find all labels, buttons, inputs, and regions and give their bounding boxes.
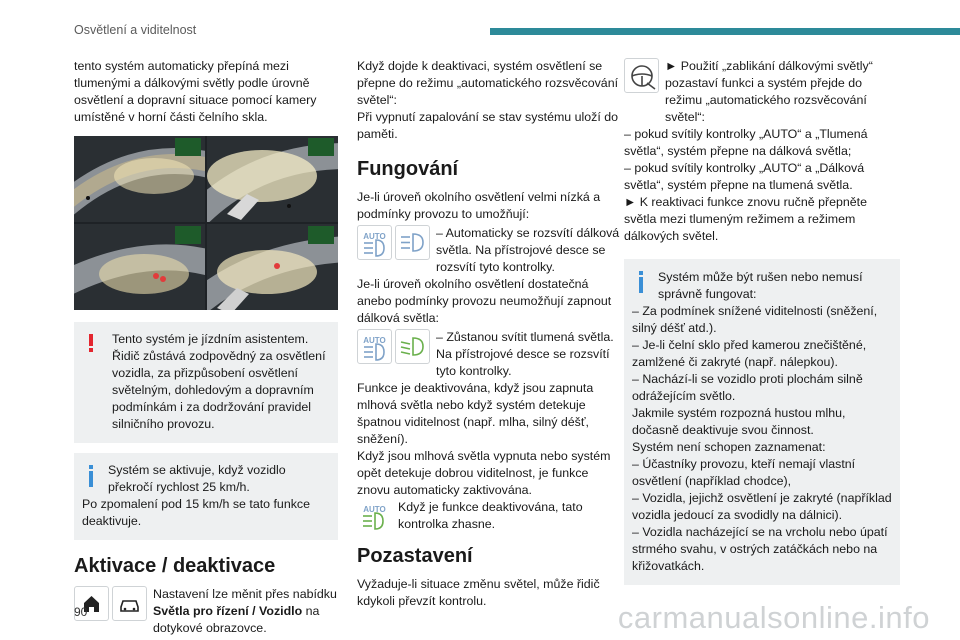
auto-off-icon-wrap xyxy=(357,499,392,534)
limitation-2: – Je-li čelní sklo před kamerou znečištěné, zamlžené či zakryté (např. nálepkou). xyxy=(632,338,867,369)
watermark: carmanualsonline.info xyxy=(617,600,930,635)
auto-off-row xyxy=(357,499,621,534)
heading-pause: Pozastavení xyxy=(357,545,473,567)
column-1 xyxy=(74,58,338,637)
fog-note: Jakmile systém rozpozná hustou mlhu, dočasně deaktivuje svou činnost. xyxy=(632,406,846,437)
flash-icon-wrap xyxy=(624,58,659,93)
low-light-condition-text: Je-li úroveň okolního osvětlení velmi nízká a podmínky provozu to umožňují: xyxy=(357,190,601,221)
limitation-3: – Nachází-li se vozidlo proti plochám silně odrážejícím světlo. xyxy=(632,372,863,403)
limitations-box xyxy=(624,259,900,585)
flash-case-2: – pokud svítily kontrolky „AUTO“ a „Dálková světla“, systém přepne na tlumená světla. xyxy=(624,161,865,192)
column-2 xyxy=(357,58,621,610)
low-beam-text: – Zůstanou svítit tlumená světla. Na přístrojové desce se rozsvítí tyto kontrolky. xyxy=(436,330,614,378)
undetectable-head: Systém není schopen zaznamenat: xyxy=(632,440,826,454)
high-beam-text: – Automaticky se rozsvítí dálková světla. Na přístrojové desce se rozsvítí tyto kontrolky. xyxy=(436,226,620,274)
info-text-deactivation: Po zpomalení pod 15 km/h se tato funkce deaktivuje. xyxy=(82,497,310,528)
illustration-panel-2 xyxy=(207,136,338,222)
warning-text: Tento systém je jízdním asistentem. Řidič zůstává zodpovědný za osvětlení vozidla, za přizpůsobení osvětlení světelným, dohledovým a dopravním podmínkám i za dodržování pravidel silničního provozu. xyxy=(112,332,326,431)
flash-row xyxy=(624,58,900,126)
auto-beam-indicator-icon xyxy=(357,499,392,534)
sufficient-light-text: Je-li úroveň okolního osvětlení dostatečná anebo podmínky provozu neumožňují zapnout dálková světla: xyxy=(357,277,612,325)
column-3 xyxy=(624,58,900,585)
header-accent-bar xyxy=(490,28,960,35)
auto-label: AUTO xyxy=(363,232,386,241)
auto-low-beam-icon xyxy=(357,329,392,364)
ignition-memory-text: Při vypnutí zapalování se stav systému uloží do paměti. xyxy=(357,110,619,141)
illustration-panel-1 xyxy=(74,136,205,222)
steering-stalk-icon xyxy=(624,58,659,93)
info-icon xyxy=(638,271,644,293)
car-icon xyxy=(112,586,147,621)
high-beam-indicator-icons xyxy=(357,225,430,260)
high-beam-icon xyxy=(395,225,430,260)
page-number: 90 xyxy=(74,605,88,619)
info-icon xyxy=(88,465,94,487)
pause-text: Vyžaduje-li situace změnu světel, může řidič kdykoli převzít kontrolu. xyxy=(357,577,600,608)
deactivation-text: Když dojde k deaktivaci, systém osvětlení se přepne do režimu „automatického rozsvěcování světel“: xyxy=(357,59,619,107)
fog-reactivation-text: Když jsou mlhová světla vypnuta nebo systém opět detekuje dobrou viditelnost, je funkce znovu automaticky zaktivována. xyxy=(357,449,611,497)
reactivation-text: ► K reaktivaci funkce znovu ručně přepněte světla mezi tlumeným režimem a režimem dálkových světel. xyxy=(624,195,867,243)
high-beam-row xyxy=(357,225,621,276)
activation-text-after: na dotykové obrazovce. xyxy=(153,604,320,635)
heading-activation: Aktivace / deaktivace xyxy=(74,555,276,577)
activation-row xyxy=(74,586,338,637)
fog-deactivation-text: Funkce je deaktivována, když jsou zapnuta mlhová světla nebo když systém detekuje špatnou viditelnost (např. mlha, silný déšť, sněžení). xyxy=(357,381,594,446)
low-beam-indicator-icons xyxy=(357,329,430,364)
auto-label-3: AUTO xyxy=(363,505,386,514)
auto-label-2: AUTO xyxy=(363,336,386,345)
undetectable-2: – Vozidla, jejichž osvětlení je zakryté (například vozidla jedoucí za svodidly na dálnici). xyxy=(632,491,892,522)
activation-text xyxy=(153,586,338,637)
undetectable-1: – Účastníky provozu, kteří nemají vlastní osvětlení (například chodce), xyxy=(632,457,856,488)
header-title: Osvětlení a viditelnost xyxy=(74,23,197,37)
intro-text: tento systém automaticky přepíná mezi tlumenými a dálkovými světly podle úrovně osvětlení a dopravní situace pomocí kamery umístěné v horní části čelního skla. xyxy=(74,59,317,124)
activation-text-before: Nastavení lze měnit přes nabídku xyxy=(153,587,337,601)
low-beam-icon xyxy=(395,329,430,364)
illustration-panel-4 xyxy=(207,224,338,310)
auto-off-text: Když je funkce deaktivována, tato kontrolka zhasne. xyxy=(398,500,583,531)
flash-text: ► Použití „zablikání dálkovými světly“ pozastaví funkci a systém přejde do režimu „automatického rozsvěcování světel“: xyxy=(665,59,873,124)
undetectable-3: – Vozidla nacházející se na vrcholu nebo úpatí strmého svahu, v ostrých zatáčkách nebo na křižovatkách. xyxy=(632,525,888,573)
activation-menu-path: Světla pro řízení / Vozidlo xyxy=(153,604,303,618)
low-beam-row xyxy=(357,329,621,380)
info-box-speed xyxy=(74,453,338,540)
flash-case-1: – pokud svítily kontrolky „AUTO“ a „Tlumená světla“, systém přepne na dálková světla; xyxy=(624,127,868,158)
heading-function: Fungování xyxy=(357,158,459,180)
headlight-illustration xyxy=(74,136,338,310)
warning-box xyxy=(74,322,338,443)
limitation-1: – Za podmínek snížené viditelnosti (sněžení, silný déšť atd.). xyxy=(632,304,878,335)
illustration-panel-3 xyxy=(74,224,205,310)
info-text-activation: Systém se aktivuje, když vozidlo překročí rychlost 25 km/h. xyxy=(108,463,286,494)
auto-high-beam-icon xyxy=(357,225,392,260)
limitations-head: Systém může být rušen nebo nemusí správně fungovat: xyxy=(658,270,863,301)
warning-icon xyxy=(88,334,94,352)
